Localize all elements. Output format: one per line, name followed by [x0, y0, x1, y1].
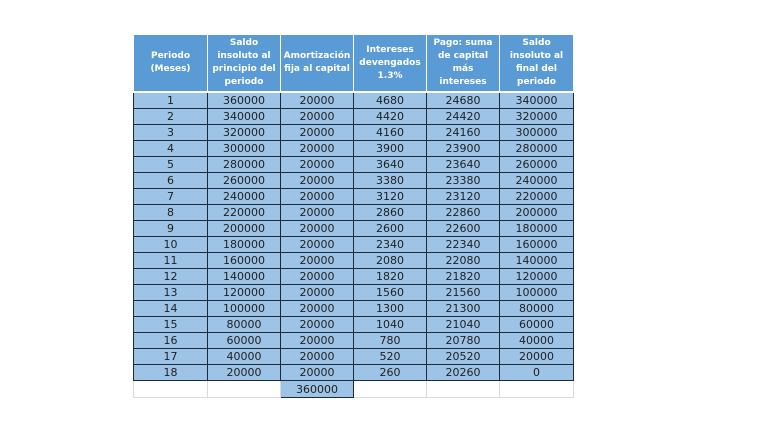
header-periodo: Periodo (Meses): [134, 35, 208, 92]
periodo-cell[interactable]: 11: [134, 253, 208, 269]
periodo-cell[interactable]: 7: [134, 189, 208, 205]
saldo-inicial-cell[interactable]: 140000: [208, 269, 281, 285]
periodo-cell[interactable]: 8: [134, 205, 208, 221]
pago-cell[interactable]: 22860: [427, 205, 500, 221]
saldo-inicial-cell[interactable]: 60000: [208, 333, 281, 349]
amortizacion-cell[interactable]: 20000: [281, 349, 354, 365]
amortizacion-cell[interactable]: 20000: [281, 333, 354, 349]
empty-cell[interactable]: [427, 381, 500, 398]
amortizacion-cell[interactable]: 20000: [281, 301, 354, 317]
table-row: [134, 301, 574, 317]
saldo-final-cell[interactable]: 320000: [500, 109, 574, 125]
header-amortizacion: Amortización fija al capital: [281, 35, 354, 92]
saldo-inicial-cell[interactable]: 80000: [208, 317, 281, 333]
intereses-cell[interactable]: 260: [354, 365, 427, 381]
saldo-final-cell[interactable]: 340000: [500, 92, 574, 109]
header-pago: Pago: suma de capital más intereses: [427, 35, 500, 92]
periodo-cell[interactable]: 17: [134, 349, 208, 365]
pago-cell[interactable]: 22340: [427, 237, 500, 253]
amortizacion-cell[interactable]: 20000: [281, 365, 354, 381]
intereses-cell[interactable]: 1820: [354, 269, 427, 285]
saldo-inicial-cell[interactable]: 360000: [208, 92, 281, 109]
periodo-cell[interactable]: 9: [134, 221, 208, 237]
header-intereses: Intereses devengados 1.3%: [354, 35, 427, 92]
saldo-final-cell[interactable]: 100000: [500, 285, 574, 301]
table-row: [134, 157, 574, 173]
saldo-inicial-cell[interactable]: 200000: [208, 221, 281, 237]
periodo-cell[interactable]: 1: [134, 92, 208, 109]
pago-cell[interactable]: 21560: [427, 285, 500, 301]
intereses-cell[interactable]: 3900: [354, 141, 427, 157]
saldo-inicial-cell[interactable]: 120000: [208, 285, 281, 301]
saldo-final-cell[interactable]: 300000: [500, 125, 574, 141]
saldo-inicial-cell[interactable]: 260000: [208, 173, 281, 189]
pago-cell[interactable]: 22080: [427, 253, 500, 269]
intereses-cell[interactable]: 3380: [354, 173, 427, 189]
table-row: [134, 365, 574, 381]
header-saldo-inicial: Saldo insoluto al principio del periodo: [208, 35, 281, 92]
saldo-final-cell[interactable]: 200000: [500, 205, 574, 221]
intereses-cell[interactable]: 3640: [354, 157, 427, 173]
intereses-cell[interactable]: 4160: [354, 125, 427, 141]
table-row: [134, 221, 574, 237]
intereses-cell[interactable]: 2860: [354, 205, 427, 221]
saldo-inicial-cell[interactable]: 180000: [208, 237, 281, 253]
pago-cell[interactable]: 21300: [427, 301, 500, 317]
empty-cell[interactable]: [500, 381, 574, 398]
saldo-final-cell[interactable]: 120000: [500, 269, 574, 285]
intereses-cell[interactable]: 4420: [354, 109, 427, 125]
saldo-final-cell[interactable]: 160000: [500, 237, 574, 253]
saldo-inicial-cell[interactable]: 160000: [208, 253, 281, 269]
empty-cell[interactable]: [354, 381, 427, 398]
saldo-final-cell[interactable]: 220000: [500, 189, 574, 205]
pago-cell[interactable]: 21040: [427, 317, 500, 333]
saldo-final-cell[interactable]: 280000: [500, 141, 574, 157]
table-body: [134, 92, 574, 381]
table-row: [134, 349, 574, 365]
saldo-final-cell[interactable]: 180000: [500, 221, 574, 237]
pago-cell[interactable]: 24420: [427, 109, 500, 125]
pago-cell[interactable]: 20260: [427, 365, 500, 381]
periodo-cell[interactable]: 4: [134, 141, 208, 157]
table-row: [134, 237, 574, 253]
table-row: [134, 333, 574, 349]
periodo-cell[interactable]: 15: [134, 317, 208, 333]
pago-cell[interactable]: 23120: [427, 189, 500, 205]
saldo-final-cell[interactable]: 240000: [500, 173, 574, 189]
saldo-final-cell[interactable]: 260000: [500, 157, 574, 173]
intereses-cell[interactable]: 520: [354, 349, 427, 365]
amortizacion-cell[interactable]: 20000: [281, 285, 354, 301]
intereses-cell[interactable]: 780: [354, 333, 427, 349]
pago-cell[interactable]: 20520: [427, 349, 500, 365]
intereses-cell[interactable]: 1560: [354, 285, 427, 301]
pago-cell[interactable]: 22600: [427, 221, 500, 237]
periodo-cell[interactable]: 3: [134, 125, 208, 141]
table-row: [134, 205, 574, 221]
table-row: [134, 92, 574, 109]
intereses-cell[interactable]: 2080: [354, 253, 427, 269]
pago-cell[interactable]: 23640: [427, 157, 500, 173]
intereses-cell[interactable]: 3120: [354, 189, 427, 205]
saldo-inicial-cell[interactable]: 100000: [208, 301, 281, 317]
amortization-table: [133, 35, 574, 398]
saldo-final-cell[interactable]: 80000: [500, 301, 574, 317]
periodo-cell[interactable]: 12: [134, 269, 208, 285]
amortizacion-cell[interactable]: 20000: [281, 221, 354, 237]
saldo-inicial-cell[interactable]: 280000: [208, 157, 281, 173]
saldo-final-cell[interactable]: 60000: [500, 317, 574, 333]
periodo-cell[interactable]: 18: [134, 365, 208, 381]
periodo-cell[interactable]: 14: [134, 301, 208, 317]
empty-cell[interactable]: [208, 381, 281, 398]
table-row: [134, 317, 574, 333]
saldo-inicial-cell[interactable]: 240000: [208, 189, 281, 205]
header-row: [134, 35, 574, 92]
table-row: [134, 285, 574, 301]
amortizacion-cell[interactable]: 20000: [281, 141, 354, 157]
intereses-cell[interactable]: 2600: [354, 221, 427, 237]
periodo-cell[interactable]: 13: [134, 285, 208, 301]
intereses-cell[interactable]: 1040: [354, 317, 427, 333]
empty-cell[interactable]: [134, 381, 208, 398]
saldo-inicial-cell[interactable]: 300000: [208, 141, 281, 157]
saldo-final-cell[interactable]: 0: [500, 365, 574, 381]
saldo-final-cell[interactable]: 140000: [500, 253, 574, 269]
intereses-cell[interactable]: 4680: [354, 92, 427, 109]
periodo-cell[interactable]: 2: [134, 109, 208, 125]
amortizacion-cell[interactable]: 20000: [281, 205, 354, 221]
amortizacion-cell[interactable]: 20000: [281, 189, 354, 205]
table-row: [134, 253, 574, 269]
saldo-final-cell[interactable]: 20000: [500, 349, 574, 365]
amortizacion-cell[interactable]: 20000: [281, 269, 354, 285]
table-row: [134, 109, 574, 125]
pago-cell[interactable]: 23380: [427, 173, 500, 189]
saldo-inicial-cell[interactable]: 320000: [208, 125, 281, 141]
saldo-inicial-cell[interactable]: 220000: [208, 205, 281, 221]
amortizacion-cell[interactable]: 20000: [281, 157, 354, 173]
saldo-final-cell[interactable]: 40000: [500, 333, 574, 349]
pago-cell[interactable]: 21820: [427, 269, 500, 285]
table-row: [134, 125, 574, 141]
amortizacion-cell[interactable]: 20000: [281, 125, 354, 141]
pago-cell[interactable]: 24160: [427, 125, 500, 141]
saldo-inicial-cell[interactable]: 340000: [208, 109, 281, 125]
intereses-cell[interactable]: 2340: [354, 237, 427, 253]
intereses-cell[interactable]: 1300: [354, 301, 427, 317]
table-row: [134, 269, 574, 285]
pago-cell[interactable]: 23900: [427, 141, 500, 157]
amortizacion-cell[interactable]: 20000: [281, 92, 354, 109]
amortizacion-cell[interactable]: 20000: [281, 237, 354, 253]
total-row: [134, 381, 574, 398]
amortizacion-cell[interactable]: 20000: [281, 317, 354, 333]
pago-cell[interactable]: 20780: [427, 333, 500, 349]
table-row: [134, 173, 574, 189]
table-row: [134, 141, 574, 157]
header-saldo-final: Saldo insoluto al final del periodo: [500, 35, 574, 92]
saldo-inicial-cell[interactable]: 20000: [208, 365, 281, 381]
amortizacion-cell[interactable]: 20000: [281, 173, 354, 189]
pago-cell[interactable]: 24680: [427, 92, 500, 109]
saldo-inicial-cell[interactable]: 40000: [208, 349, 281, 365]
periodo-cell[interactable]: 10: [134, 237, 208, 253]
amortizacion-cell[interactable]: 20000: [281, 253, 354, 269]
amortizacion-cell[interactable]: 20000: [281, 109, 354, 125]
periodo-cell[interactable]: 16: [134, 333, 208, 349]
total-amortizacion-cell[interactable]: 360000: [281, 381, 354, 398]
table-row: [134, 189, 574, 205]
periodo-cell[interactable]: 6: [134, 173, 208, 189]
periodo-cell[interactable]: 5: [134, 157, 208, 173]
